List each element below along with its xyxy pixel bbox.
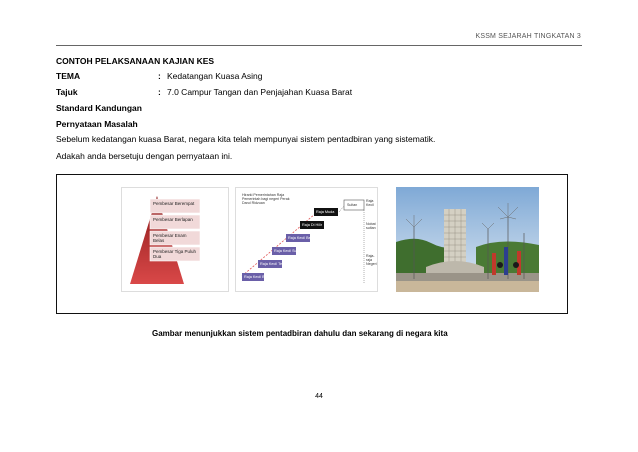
staircase-title: Hirarki Pemerintahan Raja Pemerintah bagi negeri Perak Darul Ridzuan bbox=[242, 193, 290, 205]
pyramid-figure bbox=[121, 187, 229, 292]
header-divider bbox=[56, 45, 582, 46]
row-value: 7.0 Campur Tangan dan Penjajahan Kuasa Barat bbox=[167, 87, 353, 97]
staircase-figure bbox=[235, 187, 378, 292]
row-colon: : bbox=[158, 87, 161, 97]
problem-statement-label: Pernyataan Masalah bbox=[56, 119, 138, 129]
parliament-photo bbox=[396, 187, 539, 292]
parliament-photo-graphic bbox=[396, 187, 539, 292]
pyramid-level-3-label: Pembesar Enam Belas bbox=[153, 233, 187, 243]
pyramid-level-4-label: Pembesar Tiga Puluh Dua bbox=[153, 249, 197, 259]
question-text: Adakah anda bersetuju dengan pernyataan ini. bbox=[56, 151, 233, 161]
sultan-label: Sultan bbox=[347, 203, 358, 207]
step-label: Raja Di Hilir bbox=[302, 223, 323, 227]
row-label: TEMA bbox=[56, 71, 81, 81]
step-label: Raja Kecil Besar bbox=[288, 236, 317, 240]
row-colon: : bbox=[158, 71, 161, 81]
section-title: CONTOH PELAKSANAAN KAJIAN KES bbox=[56, 56, 215, 66]
problem-statement-text: Sebelum kedatangan kuasa Barat, negara kita telah mempunyai sistem pentadbiran yang sistematik. bbox=[56, 134, 436, 144]
step-label: Raja Kecil Sulong bbox=[274, 249, 304, 253]
step-label: Raja Muda bbox=[316, 210, 335, 214]
pyramid-level-2-label: Pembesar Berlapan bbox=[153, 217, 193, 222]
page-number: 44 bbox=[315, 393, 323, 400]
row-value: Kedatangan Kuasa Asing bbox=[167, 71, 263, 81]
standard-kandungan-label: Standard Kandungan bbox=[56, 103, 142, 113]
step-label: Raja Kecil Bongsu bbox=[244, 275, 276, 279]
pyramid-level-1-label: Pembesar Berempat bbox=[153, 201, 195, 206]
figure-frame bbox=[56, 174, 568, 314]
step-label: Raja Kecil Tengah bbox=[260, 262, 291, 266]
header-title: KSSM SEJARAH TINGKATAN 3 bbox=[475, 33, 581, 40]
staircase-note-top: Raja Kecil bbox=[366, 199, 374, 207]
figure-caption: Gambar menunjukkan sistem pentadbiran dahulu dan sekarang di negara kita bbox=[152, 329, 448, 338]
staircase-note-mid: Nobat sultan bbox=[366, 222, 376, 230]
row-label: Tajuk bbox=[56, 87, 78, 97]
staircase-note-bottom: Raja-raja Negeri bbox=[366, 254, 377, 266]
